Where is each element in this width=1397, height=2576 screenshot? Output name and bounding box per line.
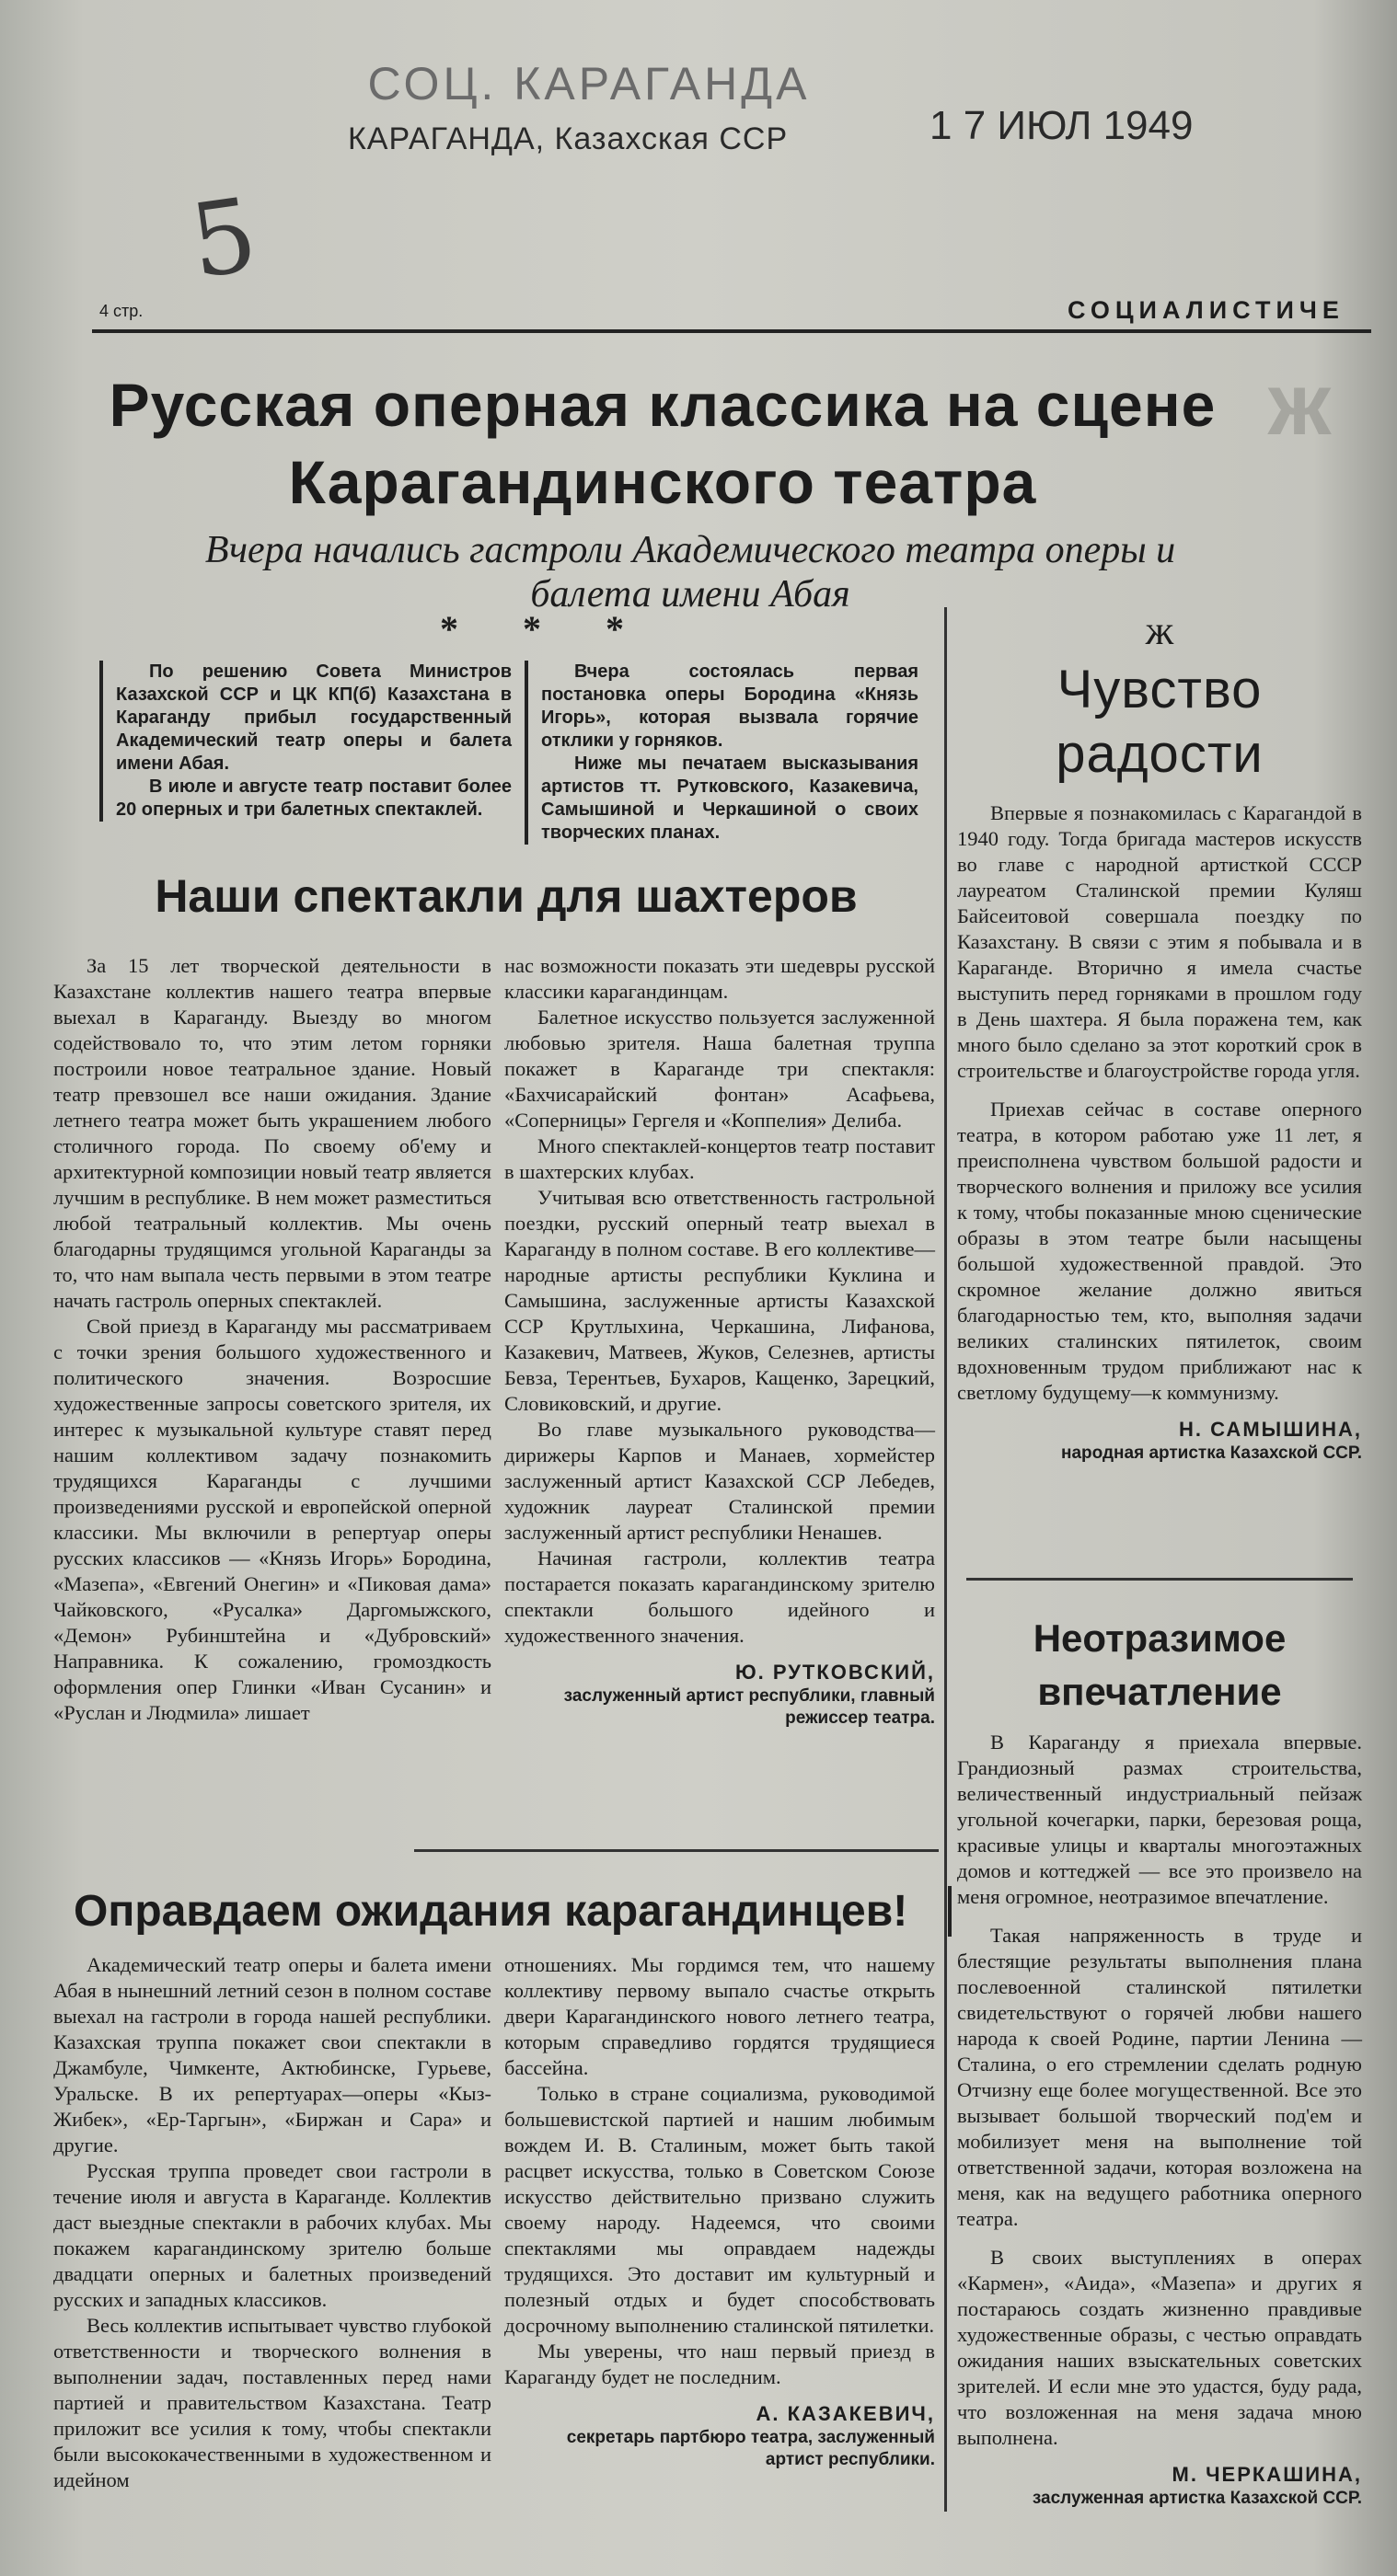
article-paragraph: В Караганду я приехала впервые. Грандиозный размах строительства, величественный индустриальный пейзаж угольной кочегарки, парки, березовая роща, красивые улицы и кварталы многоэтажных домов и коттеджей — все это произвело на меня огромное, неотразимое впечатление.	[957, 1731, 1362, 1908]
article-paragraph: Такая напряженность в труде и блестящие результаты выполнения плана послевоенной сталинской пятилетки свидетельствуют о горячей любви нашего народа к своей Родине, партии Ленина — Сталина, о его стремлении сделать родную Отчизну еще более могущественной. Все это вызывает большой творческий под'ем и мобилизует меня на выполнение той ответственной задачи, которая возложена на меня, как на ведущего работника оперного театра.	[957, 1924, 1362, 2230]
intro-right-box	[525, 661, 918, 845]
ornament-mark: ж	[1145, 608, 1174, 653]
article2-column-2	[504, 1952, 935, 2471]
intro-left-box	[99, 661, 512, 822]
paper-name: СОЦИАЛИСТИЧЕ	[1068, 296, 1345, 324]
article-paragraph: Академический театр оперы и балета имени Абая в нынешний летний сезон в полном составе выехал на гастроли в города нашей республики. Казахская труппа покажет свои спектакли в Джамбуле, Чимкенте, Актюбинске, Гурьеве, Уральске. В их репертуарах—оперы «Кыз-Жибек», «Ер-Таргын», «Биржан и Сара» и другие.	[53, 1953, 491, 2156]
clipping-source-title: СОЦ. КАРАГАНДА	[367, 58, 811, 109]
article3-body	[957, 800, 1362, 1465]
article-paragraph: Приехав сейчас в составе оперного театра, в котором работаю уже 11 лет, я преисполнена чувством большой радости и творческого волнения и приложу все усилия к тому, чтобы показанные мною сценические образы в этом театре были насыщены большой художественной правдой. Это скромное желание должно явиться благодарностью тем, кто, выполняя задачи великих сталинских пятилеток, своим вдохновенным трудом приближают нас к светлому будущему—к коммунизму.	[957, 1098, 1362, 1404]
article1-column-1	[53, 953, 491, 1726]
article-paragraph: Весь коллектив испытывает чувство глубокой ответственности и творческого волнения в выполнении задач, поставленных перед нами партией и правительством Казахстана. Театр приложит все усилия к тому, чтобы спектакли были высококачественными в художественном и идейном	[53, 2314, 491, 2491]
intro-paragraph: В июле и августе театр поставит более 20 оперных и три балетных спектаклей.	[116, 776, 512, 820]
article-paragraph: нас возможности показать эти шедевры русской классики карагандинцам.	[504, 954, 935, 1003]
article-paragraph: Учитывая всю ответственность гастрольной поездки, русский оперный театр выехал в Караганду в полном составе. В его коллективе—народные артисты республики Куклина и Самышина, заслуженные артисты Казахской ССР Крутлыхина, Черкашина, Лифанова, Казакевич, Матвеев, Жуков, Селезнев, артисты Бевза, Терентьев, Бухаров, Кащенко, Зарецкий, Словиковский, и другие.	[504, 1186, 935, 1415]
handwritten-mark: 5	[183, 175, 264, 302]
section-rule	[966, 1578, 1353, 1581]
article3-signature: Н. САМЫШИНА,	[1178, 1418, 1362, 1441]
intro-paragraph: Ниже мы печатаем высказывания артистов тт. Рутковского, Казакевича, Самышиной и Черкашиной о своих творческих планах.	[541, 753, 918, 843]
article-paragraph: Впервые я познакомилась с Карагандой в 1940 году. Тогда бригада мастеров искусств во главе с народной артисткой СССР лауреатом Сталинской премии Куляш Байсеитовой совершала поездку по Казахстану. В связи с этим я побывала и в Караганде. Вторично я имела счастье выступить перед горняками в прошлом году в День шахтера. Я была поражена тем, как много было сделано за этот короткий срок в строительстве и благоустройстве города угля.	[957, 801, 1362, 1082]
article3-title: Чувство радости	[1056, 660, 1264, 784]
adjacent-page-bleed: ж	[1268, 355, 1332, 454]
article4-body	[957, 1730, 1362, 2510]
main-subheadline: Вчера начались гастроли Академического театра оперы и балета имени Абая	[204, 529, 1176, 615]
article3-signature-title: народная артистка Казахской ССР.	[1060, 1443, 1362, 1463]
article2-signature-title: секретарь партбюро театра, заслуженный артист республики.	[566, 2428, 935, 2469]
article2-column-1	[53, 1952, 491, 2493]
article4-title: Неотразимое впечатление	[1033, 1616, 1287, 1713]
intro-paragraph: По решению Совета Министров Казахской ССР и ЦК КП(б) Казахстана в Караганду прибыл государственный Академический театр оперы и балета имени Абая.	[116, 661, 512, 774]
article4-signature: М. ЧЕРКАШИНА,	[1172, 2463, 1362, 2486]
article-paragraph: Много спектаклей-концертов театр поставит в шахтерских клубах.	[504, 1134, 935, 1183]
article-paragraph: Свой приезд в Караганду мы рассматриваем с точки зрения большого художественного и политического значения. Возросшие художественные запросы советского зрителя, их интерес к музыкальной культуре ставят перед нашим коллективом задачу познакомить трудящихся Караганды с лучшими произведениями русской и европейской оперной классики. Мы включили в репертуар оперы русских классиков — «Князь Игорь» Бородина, «Мазепа», «Евгений Онегин» и «Пиковая дама» Чайковского, «Русалка» Даргомыжского, «Демон» Рубинштейна и «Дубровский» Направника. К сожалению, громоздкость оформления опер Глинки «Иван Сусанин» и «Руслан и Людмила» лишает	[53, 1315, 491, 1724]
clipping-source-place: КАРАГАНДА, Казахская ССР	[348, 121, 789, 156]
article-paragraph: отношениях. Мы гордимся тем, что нашему коллективу первому выпало счастье открыть двери Карагандинского нового летнего театра, которым справедливо гордятся трудящиеся бассейна.	[504, 1953, 935, 2079]
main-headline: Русская оперная классика на сцене Карагандинского театра	[109, 371, 1217, 516]
article2-title: Оправдаем ожидания карагандинцев!	[74, 1886, 952, 1937]
article-paragraph: Только в стране социализма, руководимой большевистской партией и нашим любимым вождем И. В. Сталиным, может быть такой расцвет искусства, только в Советском Союзе искусство действительно призвано служить своему народу. Надеемся, что своими спектаклями мы оправдаем надежды трудящихся. Это доставит им культурный и полезный отдых и будет способствовать досрочному выполнению сталинской пятилетки.	[504, 2082, 935, 2337]
stars-divider: * * *	[440, 608, 652, 650]
article-paragraph: Балетное искусство пользуется заслуженной любовью зрителя. Наша балетная труппа покажет в Караганде три спектакля: «Бахчисарайский фонтан» Асафьева, «Соперницы» Гергеля и «Коппелия» Делиба.	[504, 1006, 935, 1132]
article-paragraph: За 15 лет творческой деятельности в Казахстане коллектив нашего театра впервые выехал в Караганду. Выезду во многом содействовало то, что этим летом горняки построили новое театральное здание. Новый театр превзошел все наши ожидания. Здание летнего театра может быть украшением любого столичного города. По своему об'ему и архитектурной композиции новый театр является лучшим в республике. В нем может разместиться любой театральный коллектив. Мы очень благодарны трудящимся угольной Караганды за то, что нам выпала честь первыми в этом театре начать гастроль оперных спектаклей.	[53, 954, 491, 1312]
article-paragraph: В своих выступлениях в операх «Кармен», «Аида», «Мазепа» и других я постараюсь создать жизненно правдивые художественные образы, с честью оправдать ожидания наших взыскательных советских зрителей. И если мне это удастся, буду рада, что возложенная на меня задача мною выполнена.	[957, 2246, 1362, 2449]
article1-signature-title: заслуженный артист республики, главный режиссер театра.	[563, 1686, 935, 1728]
section-rule	[414, 1849, 939, 1852]
date-stamp: 1 7 ИЮЛ 1949	[929, 103, 1194, 148]
article1-column-2	[504, 953, 935, 1730]
page-number: 4 стр.	[99, 302, 144, 320]
article-paragraph: Во главе музыкального руководства—дирижеры Карпов и Манаев, хормейстер заслуженный артист Казахской ССР Лебедев, художник лауреат Сталинской премии заслуженный артист республики Ненашев.	[504, 1418, 935, 1544]
article1-signature: Ю. РУТКОВСКИЙ,	[734, 1661, 935, 1684]
article-paragraph: Мы уверены, что наш первый приезд в Караганду будет не последним.	[504, 2340, 935, 2388]
article1-title: Наши спектакли для шахтеров	[155, 870, 858, 922]
article2-signature: А. КАЗАКЕВИЧ,	[756, 2402, 935, 2425]
column-rule	[944, 607, 947, 2512]
header-rule	[92, 329, 1371, 333]
article4-signature-title: заслуженная артистка Казахской ССР.	[1032, 2489, 1362, 2508]
intro-paragraph: Вчера состоялась первая постановка оперы Бородина «Князь Игорь», которая вызвала горячие отклики у горняков.	[541, 661, 918, 751]
article-paragraph: Начиная гастроли, коллектив театра постарается показать карагандинскому зрителю спектакли большого идейного и художественного значения.	[504, 1547, 935, 1647]
article-paragraph: Русская труппа проведет свои гастроли в течение июля и августа в Караганде. Коллектив даст выездные спектакли в рабочих клубах. Мы покажем карагандинскому зрителю больше двадцати оперных и балетных произведений русских и западных классиков.	[53, 2159, 491, 2311]
